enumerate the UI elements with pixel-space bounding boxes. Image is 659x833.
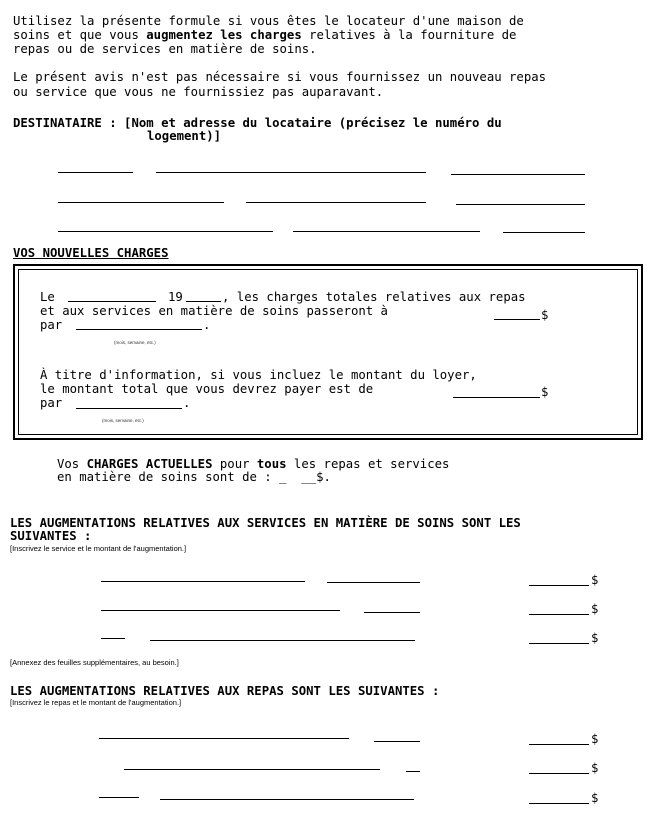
par-label: par [40,396,63,410]
dollar-sign: $ [541,308,549,322]
period-field[interactable] [76,329,202,330]
care-amount-field[interactable] [529,585,589,586]
care-amount-field[interactable] [529,614,589,615]
recipient-name-field[interactable] [156,172,426,173]
meals-heading: LES AUGMENTATIONS RELATIVES AUX REPAS SONT LES SUIVANTES : [10,684,440,698]
meal-amount-field[interactable] [529,803,589,804]
current-text: Vos [57,457,87,471]
meals-note: [Inscrivez le repas et le montant de l'augmentation.] [10,698,182,707]
meal-field[interactable] [374,741,420,742]
meal-amount-field[interactable] [529,773,589,774]
care-service-field[interactable] [327,582,420,583]
par-label: par [40,318,63,332]
annex-note: [Annexez des feuilles supplémentaires, au besoin.] [10,658,179,667]
period-hint: (mois, semaine, etc.) [114,340,156,345]
dollar-sign: $ [591,631,599,645]
effective-date-field[interactable] [68,301,156,302]
recipient-unit-field[interactable] [58,231,273,232]
care-service-field[interactable] [101,638,125,639]
current-emphasis: CHARGES ACTUELLES [86,457,213,471]
care-services-heading: LES AUGMENTATIONS RELATIVES AUX SERVICES EN MATIÈRE DE SOINS SONT LES [10,516,521,530]
recipient-address-field[interactable] [246,202,426,203]
recipient-label: DESTINATAIRE : [Nom et adresse du locataire (précisez le numéro du [13,116,502,130]
care-service-field[interactable] [101,581,305,582]
meal-field[interactable] [406,771,420,772]
meal-amount-field[interactable] [529,744,589,745]
current-text: pour [212,457,257,471]
recipient-name-field[interactable] [58,172,133,173]
care-services-heading-cont: SUIVANTES : [10,529,92,543]
year-field[interactable] [186,301,221,302]
dollar-sign: $ [591,732,599,746]
intro-text: relatives à la fourniture de [301,28,517,42]
dollar-sign: $ [591,602,599,616]
new-charges-heading: VOS NOUVELLES CHARGES [13,246,169,260]
period-end: . [183,396,191,410]
care-service-field[interactable] [101,610,340,611]
meal-field[interactable] [160,799,414,800]
recipient-unit-field[interactable] [503,232,585,233]
current-emphasis: tous [256,457,287,471]
meal-field[interactable] [99,738,349,739]
new-charges-text-1: , les charges totales relatives aux repas [222,290,526,304]
intro-line-5: ou service que vous ne fournissiez pas auparavant. [13,85,384,99]
intro-text: soins et que vous [13,28,147,42]
care-service-field[interactable] [150,640,415,641]
info-text-2: le montant total que vous devrez payer est de [40,382,374,396]
intro-line-4: Le présent avis n'est pas nécessaire si vous fournissez un nouveau repas [13,70,547,84]
recipient-label-cont: logement)] [147,129,222,143]
recipient-address-field[interactable] [456,204,585,205]
year-label: 19 [168,290,183,304]
period-hint: (mois, semaine, etc.) [102,418,144,423]
recipient-address-field[interactable] [58,202,224,203]
dollar-sign: $ [591,761,599,775]
intro-line-2 [13,29,516,42]
current-charges-line-2: en matière de soins sont de : _ __$. [57,470,331,484]
recipient-unit-field[interactable] [293,231,480,232]
meal-field[interactable] [99,797,139,798]
info-text-1: À titre d'information, si vous incluez le montant du loyer, [40,368,477,382]
current-text: les repas et services [286,457,450,471]
care-amount-field[interactable] [529,643,589,644]
intro-emphasis: augmentez les charges [146,28,302,42]
period-end: . [203,318,211,332]
dollar-sign: $ [541,385,549,399]
meal-field[interactable] [124,769,380,770]
new-charges-amount-field[interactable] [494,319,540,320]
total-amount-field[interactable] [453,397,540,398]
new-charges-text-2: et aux services en matière de soins passeront à [40,304,388,318]
dollar-sign: $ [591,573,599,587]
care-services-note: [Inscrivez le service et le montant de l'augmentation.] [10,544,187,553]
dollar-sign: $ [591,791,599,805]
intro-line-1: Utilisez la présente formule si vous êtes le locateur d'une maison de [13,14,524,28]
care-service-field[interactable] [364,612,420,613]
period-field[interactable] [76,408,182,409]
recipient-name-field[interactable] [451,174,585,175]
le-label: Le [40,290,55,304]
intro-line-3: repas ou de services en matière de soins. [13,42,317,56]
